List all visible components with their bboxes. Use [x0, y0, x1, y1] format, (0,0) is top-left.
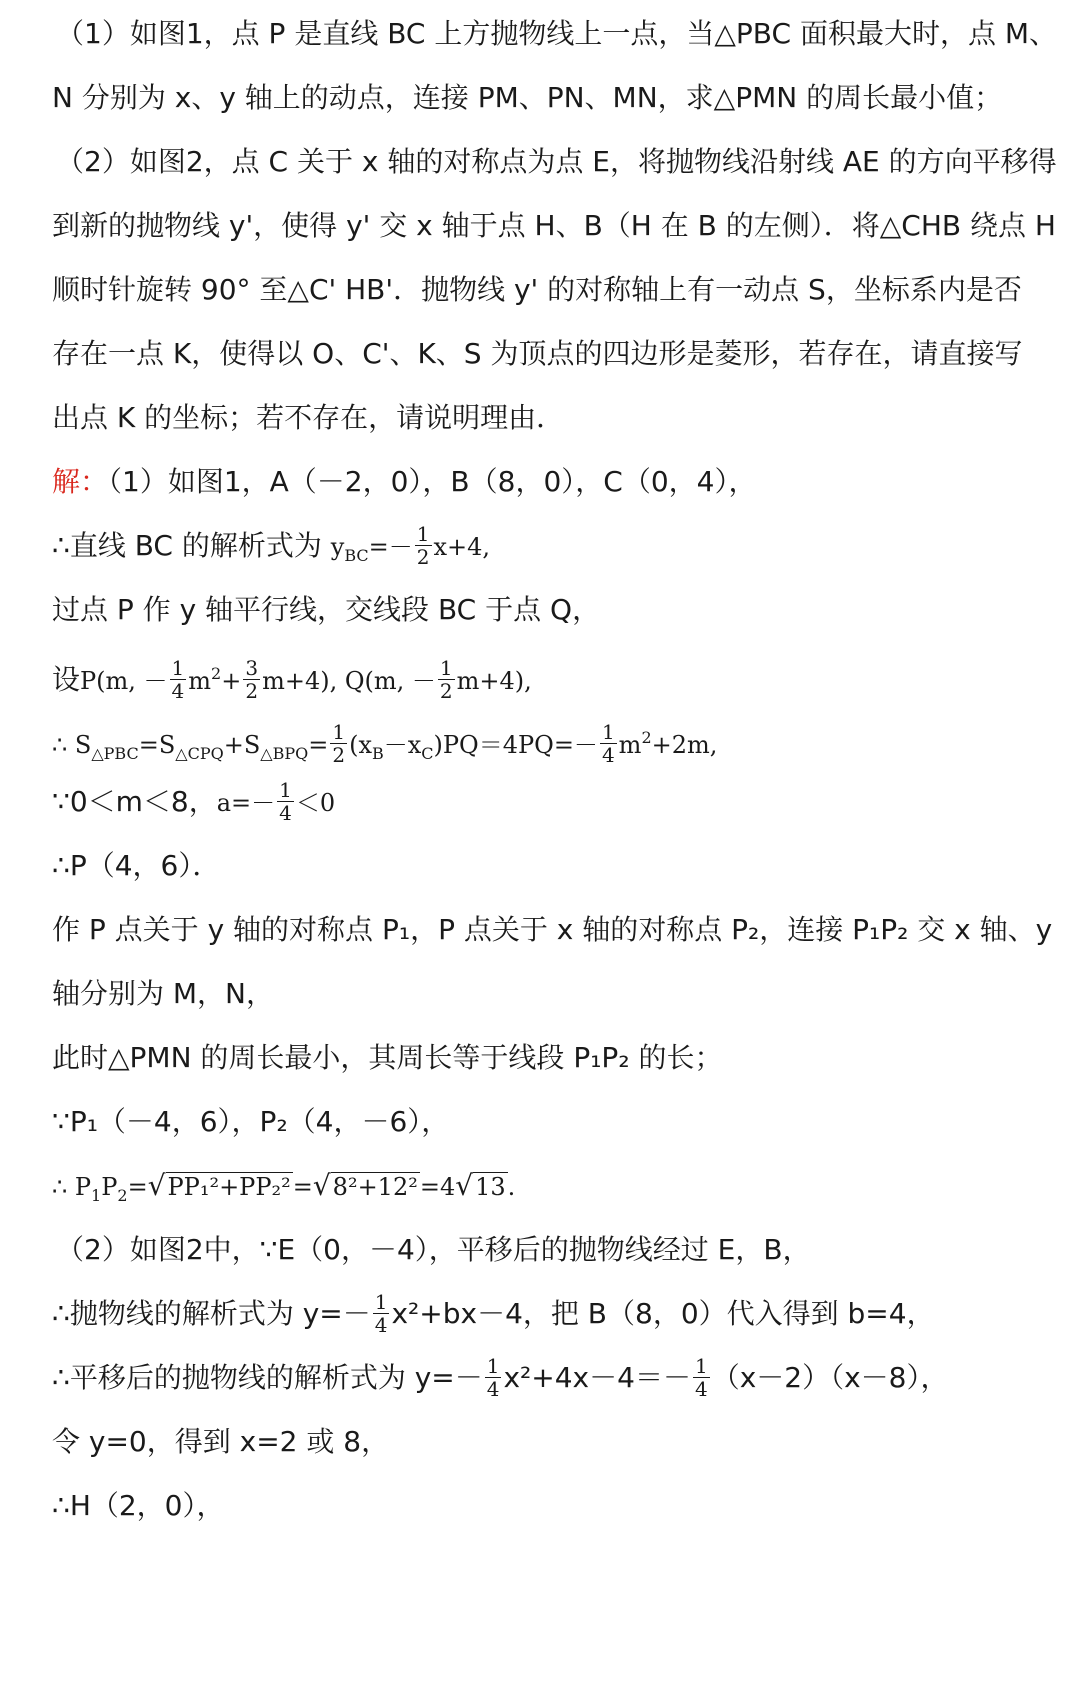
fraction-1-2: [330, 719, 347, 767]
fraction-1-2: [438, 655, 455, 703]
translated-parabola-intro: ∴平移后的抛物线的解析式为 y=－: [52, 1361, 483, 1394]
fraction-1-4: [373, 1289, 390, 1337]
frac-den: 4: [486, 1376, 500, 1401]
sqrt-icon: √: [312, 1169, 331, 1202]
sqrt-icon: √: [147, 1169, 166, 1202]
math-sub: △BPQ: [260, 744, 309, 763]
solution-line-7: ∴P（4，6）．: [52, 849, 221, 882]
frac-den: 2: [245, 678, 259, 703]
translated-parabola-factored: （x－2）（x－8），: [711, 1361, 949, 1394]
solution-line-3: 过点 P 作 y 轴平行线，交线段 BC 于点 Q，: [52, 593, 601, 626]
math-close: m+4),: [456, 667, 532, 695]
radicand: 8²+12²: [332, 1173, 418, 1201]
math-m: m: [618, 731, 642, 759]
parabola-intro: ∴抛物线的解析式为 y=－: [52, 1297, 371, 1330]
frac-num: 1: [374, 1289, 388, 1314]
math-sup-2: 2: [211, 664, 222, 683]
math-q-open: m+4), Q(m, －: [262, 667, 436, 695]
frac-num: 1: [486, 1353, 500, 1378]
math-sub: 2: [117, 1186, 128, 1205]
frac-den: 4: [601, 742, 615, 767]
frac-den: 2: [416, 544, 430, 569]
math-sub: 1: [91, 1186, 102, 1205]
solution-label: 解：: [52, 465, 109, 498]
solution-line-16: 令 y=0，得到 x=2 或 8，: [52, 1425, 390, 1458]
math-a: a=－: [216, 789, 276, 817]
math-sub: △PBC: [91, 744, 139, 763]
solution-line-10: 此时△PMN 的周长最小，其周长等于线段 P₁P₂ 的长；: [52, 1041, 723, 1074]
solution-line-17: ∴H（2，0），: [52, 1489, 225, 1522]
solution-line-4: [52, 650, 1050, 703]
math-sup-2: 2: [641, 728, 652, 747]
frac-num: 3: [245, 655, 259, 680]
math-sub: △CPQ: [175, 744, 224, 763]
frac-num: 1: [171, 655, 185, 680]
parabola-rest: x²+bx－4，把 B（8，0）代入得到 b=4，: [391, 1297, 935, 1330]
math-eq: =－: [368, 533, 413, 561]
math-lt-zero: ＜0: [295, 789, 336, 817]
range-m: ∵0＜m＜8，: [52, 785, 217, 818]
radicand: PP₁²+PP₂²: [167, 1173, 291, 1201]
solution-line-8: 作 P 点关于 y 轴的对称点 P₁，P 点关于 x 轴的对称点 P₂，连接 P₁P₂ 交 x 轴、y: [52, 913, 1053, 946]
solution-line-13: （2）如图2中，∵E（0，－4），平移后的抛物线经过 E，B，: [56, 1233, 811, 1266]
math-p: P: [101, 1173, 118, 1201]
solution-line-11: ∵P₁（－4，6），P₂（4，－6），: [52, 1105, 450, 1138]
math-eq: =: [292, 1173, 313, 1201]
math-p: ∴ P: [52, 1173, 92, 1201]
line-bc-intro: ∴直线 BC 的解析式为: [52, 529, 331, 562]
math-p-open: P(m, －: [80, 667, 168, 695]
frac-den: 2: [439, 678, 453, 703]
radicand: 13: [475, 1173, 506, 1201]
frac-den: 4: [694, 1376, 708, 1401]
math-period: .: [507, 1173, 516, 1201]
fraction-1-4: [693, 1353, 710, 1401]
math-sub: B: [371, 744, 384, 763]
math-plus: +: [221, 667, 242, 695]
frac-num: 1: [601, 719, 615, 744]
fraction-1-4: [170, 655, 187, 703]
math-eq: =: [308, 731, 329, 759]
problem-part2-line4: 存在一点 K，使得以 O、C'、K、S 为顶点的四边形是菱形，若存在，请直接写: [52, 337, 1023, 370]
math-sub: C: [421, 744, 434, 763]
frac-num: 1: [694, 1353, 708, 1378]
frac-den: 4: [374, 1312, 388, 1337]
frac-den: 2: [332, 742, 346, 767]
fraction-one-half: [415, 521, 432, 569]
math-eq: =: [127, 1173, 148, 1201]
frac-num: 1: [279, 777, 292, 802]
problem-part2-line1: （2）如图2，点 C 关于 x 轴的对称点为点 E，将抛物线沿射线 AE 的方向平移得: [56, 145, 1057, 178]
fraction-3-2: [243, 655, 260, 703]
solution-line-5: [52, 714, 1050, 767]
sqrt-icon: √: [455, 1169, 474, 1202]
problem-part1-line1: （1）如图1，点 P 是直线 BC 上方抛物线上一点，当△PBC 面积最大时，点 M、: [56, 17, 1058, 50]
solution-line-1: [52, 458, 1050, 506]
set-label: 设: [52, 663, 81, 696]
math-tail: +2m,: [651, 731, 718, 759]
translated-parabola-mid: x²+4x－4＝－: [503, 1361, 691, 1394]
frac-num: 1: [332, 719, 346, 744]
solution-line-14: [52, 1290, 1050, 1338]
math-x: (x: [349, 731, 372, 759]
fraction-1-4: [600, 719, 617, 767]
problem-part2-line5: 出点 K 的坐标；若不存在，请说明理由．: [52, 401, 565, 434]
problem-part1-line2: N 分别为 x、y 轴上的动点，连接 PM、PN、MN，求△PMN 的周长最小值；: [52, 81, 1003, 114]
math-x: －x: [383, 731, 422, 759]
frac-num: 1: [416, 521, 430, 546]
solution-line-12: [52, 1162, 1050, 1210]
frac-num: 1: [439, 655, 453, 680]
problem-part2-line3: 顺时针旋转 90° 至△C' HB'．抛物线 y' 的对称轴上有一动点 S，坐标系内是否: [52, 273, 1022, 306]
problem-part2-line2: 到新的抛物线 y'，使得 y' 交 x 轴于点 H、B（H 在 B 的左侧）．将△CHB 绕点 H: [52, 209, 1056, 242]
math-eq: =4: [419, 1173, 456, 1201]
math-y: y: [330, 533, 345, 561]
math-s: ∴ S: [52, 731, 92, 759]
math-tail: x+4,: [433, 533, 491, 561]
solution-line-9: 轴分别为 M，N，: [52, 977, 275, 1010]
solution-given-points: （1）如图1，A（－2，0），B（8，0），C（0，4），: [108, 465, 757, 498]
solution-line-2: [52, 522, 1050, 570]
frac-den: 4: [171, 678, 185, 703]
solution-line-15: [52, 1354, 1050, 1402]
math-s: =S: [138, 731, 176, 759]
math-sub-bc: BC: [344, 546, 369, 565]
fraction-1-4: [277, 777, 294, 825]
fraction-1-4: [485, 1353, 502, 1401]
solution-line-6: [52, 778, 1050, 826]
math-m: m: [188, 667, 212, 695]
math-s: +S: [223, 731, 261, 759]
math-pq: )PQ＝4PQ=－: [433, 731, 598, 759]
frac-den: 4: [279, 800, 292, 825]
